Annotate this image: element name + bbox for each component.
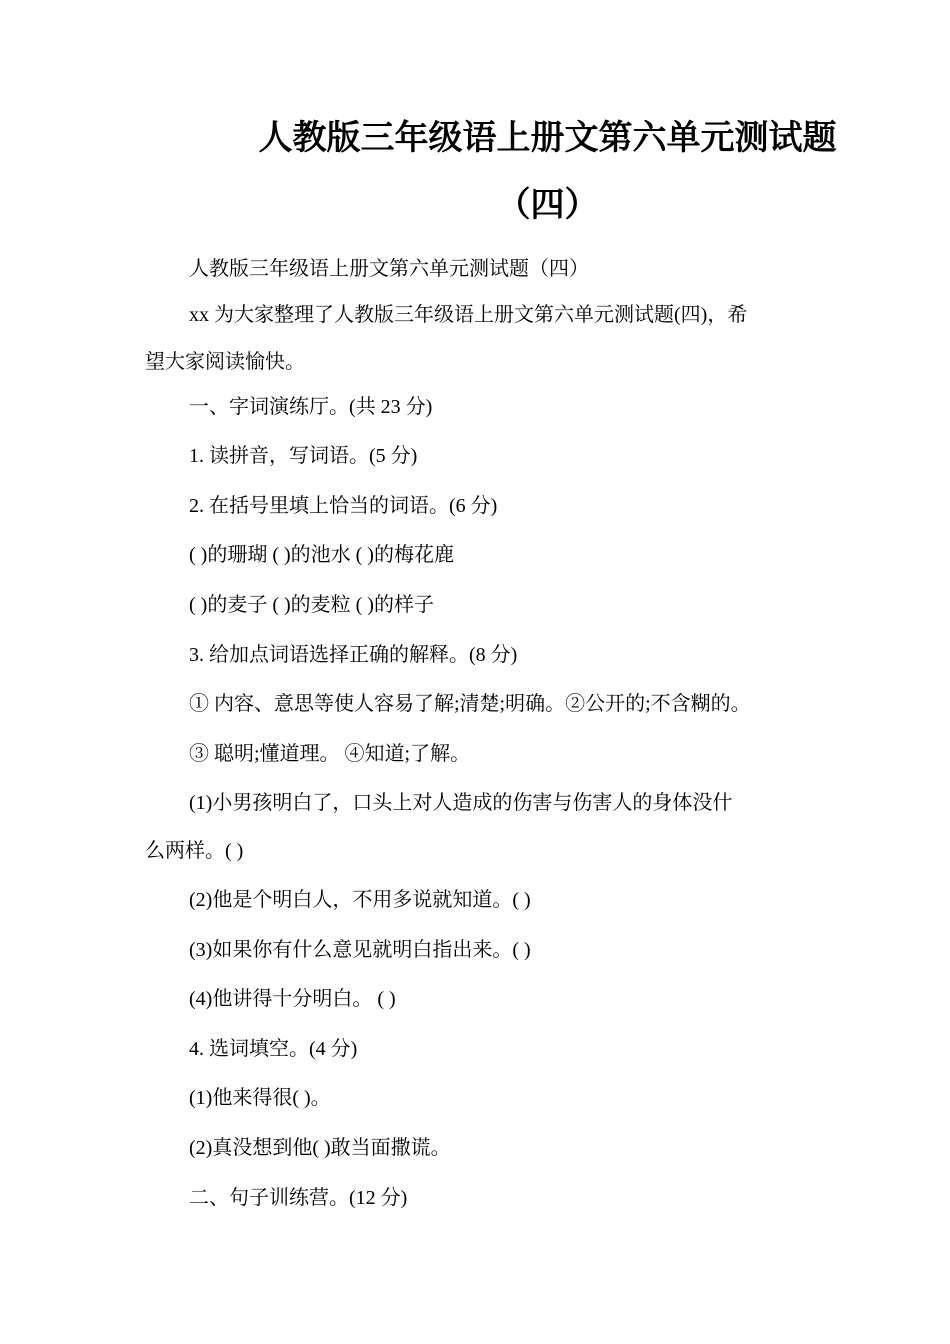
definition-options-1: ① 内容、意思等使人容易了解;清楚;明确。②公开的;不含糊的。	[189, 693, 751, 715]
sentence-3: (3)如果你有什么意见就明白指出来。( )	[189, 939, 531, 961]
definition-options-2: ③ 聪明;懂道理。 ④知道;了解。	[189, 743, 471, 765]
question-3: 3. 给加点词语选择正确的解释。(8 分)	[189, 644, 518, 666]
question-2: 2. 在括号里填上恰当的词语。(6 分)	[189, 495, 498, 517]
section-heading-1: 一、字词演练厅。(共 23 分)	[189, 396, 433, 418]
sentence-1-line-1: (1)小男孩明白了，口头上对人造成的伤害与伤害人的身体没什	[189, 792, 733, 814]
intro-line-1: xx 为大家整理了人教版三年级语上册文第六单元测试题(四)，希	[189, 304, 748, 326]
document-title-line-2: （四）	[496, 187, 599, 224]
document-title-line-1: 人教版三年级语上册文第六单元测试题	[258, 120, 837, 157]
subtitle-text: 人教版三年级语上册文第六单元测试题（四）	[189, 258, 589, 280]
intro-line-2: 望大家阅读愉快。	[145, 351, 305, 373]
question-1: 1. 读拼音，写词语。(5 分)	[189, 445, 418, 467]
section-heading-2: 二、句子训练营。(12 分)	[189, 1187, 408, 1209]
fill-blank-2: (2)真没想到他( )敢当面撒谎。	[189, 1137, 451, 1159]
sentence-4: (4)他讲得十分明白。 ( )	[189, 988, 396, 1010]
sentence-2: (2)他是个明白人，不用多说就知道。( )	[189, 889, 531, 911]
fill-blank-1: (1)他来得很( )。	[189, 1087, 331, 1109]
question-4: 4. 选词填空。(4 分)	[189, 1038, 358, 1060]
blank-row-2: ( )的麦子 ( )的麦粒 ( )的样子	[189, 594, 434, 616]
sentence-1-line-2: 么两样。( )	[145, 840, 244, 862]
blank-row-1: ( )的珊瑚 ( )的池水 ( )的梅花鹿	[189, 544, 454, 566]
